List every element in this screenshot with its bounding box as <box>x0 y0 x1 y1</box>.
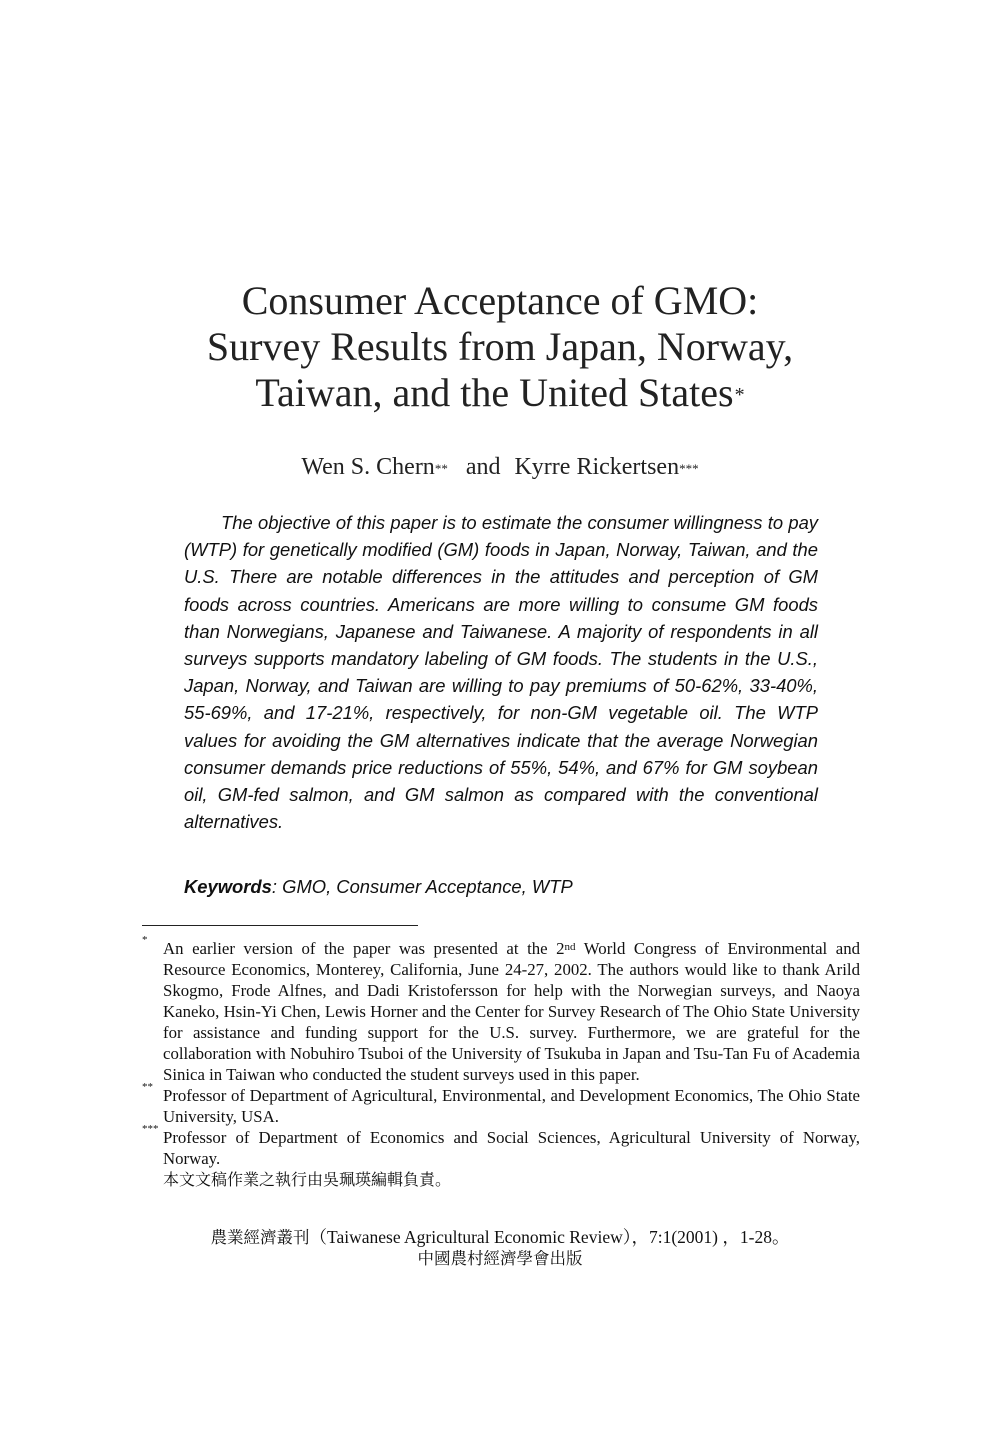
footnote-3-text: Professor of Department of Economics and Social Sciences, Agricultural University of Norway, Norway. <box>163 1128 860 1168</box>
title-line-2: Survey Results from Japan, Norway, <box>206 324 794 369</box>
footnote-2-mark: ** <box>142 1081 153 1093</box>
author-line <box>0 452 1000 482</box>
title-line-1: Consumer Acceptance of GMO: <box>241 278 759 323</box>
footnote-2 <box>142 1081 860 1127</box>
footnote-divider <box>142 925 418 926</box>
author-1-footnote-mark: ** <box>434 461 448 476</box>
footnote-2-text: Professor of Department of Agricultural, Environmental, and Development Economics, The Ohio State University, USA. <box>163 1086 860 1126</box>
abstract-text: The objective of this paper is to estimate the consumer willingness to pay (WTP) for genetically modified (GM) foods in Japan, Norway, Taiwan, and the U.S. There are notable differences in the attitudes and perception of GM foods across countries. Americans are more willing to consume GM foods than Norwegians, Japanese and Taiwanese. A majority of respondents in all surveys supports mandatory labeling of GM foods. The students in the U.S., Japan, Norway, and Taiwan are willing to pay premiums of 50-62%, 33-40%, 55-69%, and 17-21%, respectively, for non-GM vegetable oil. The WTP values for avoiding the GM alternatives indicate that the average Norwegian consumer demands price reductions of 55%, 54%, and 67% for GM soybean oil, GM-fed salmon, and GM salmon as compared with the conventional alternatives. <box>184 512 818 833</box>
journal-name-en: （Taiwanese Agricultural Economic Review） <box>309 1227 632 1247</box>
keywords-separator: : <box>271 876 278 897</box>
footnote-1-text-before: An earlier version of the paper was presented at the 2 <box>163 939 565 958</box>
publisher-line: 中國農村經濟學會出版 <box>417 1249 583 1268</box>
author-conjunction: and <box>465 454 501 480</box>
footnote-3 <box>142 1123 860 1169</box>
footnote-1-ordinal-suffix: nd <box>564 941 576 953</box>
title-footnote-mark: * <box>734 384 745 406</box>
author-2-name: Kyrre Rickertsen <box>514 454 680 480</box>
footnote-1-mark: * <box>142 934 148 946</box>
title-line-3-text: Taiwan, and the United States <box>255 370 734 415</box>
author-1-name: Wen S. Chern <box>301 454 435 480</box>
footnote-3-mark: *** <box>142 1123 159 1135</box>
journal-volume-pages: ，7:1(2001) ，1-28。 <box>631 1227 790 1247</box>
author-2-footnote-mark: *** <box>679 461 699 476</box>
abstract <box>184 509 818 835</box>
footnote-1 <box>142 934 860 1085</box>
keywords-line <box>184 874 818 900</box>
journal-citation <box>0 1226 1000 1249</box>
paper-title <box>0 278 1000 416</box>
keywords-label: Keywords <box>184 876 272 897</box>
keywords-text: GMO, Consumer Acceptance, WTP <box>277 876 573 897</box>
footnote-1-text-after: World Congress of Environmental and Resource Economics, Monterey, California, June 24-27, 2002. The authors would like to thank Arild Skogmo, Frode Alfnes, and Dadi Kristofersson for help with the Norwegian surveys, and Naoya Kaneko, Hsin-Yi Chen, Lewis Horner and the Center for Survey Research of The Ohio State University for assistance and funding support for the U.S. survey. Furthermore, we are grateful for the collaboration with Nobuhiro Tsuboi of the University of Tsukuba in Japan and Tsu-Tan Fu of Academia Sinica in Taiwan who conducted the student surveys used in this paper. <box>163 939 860 1084</box>
footnotes <box>142 934 860 1191</box>
title-line-3 <box>0 370 1000 416</box>
editor-note: 本文文稿作業之執行由吳珮瑛編輯負責。 <box>163 1170 452 1189</box>
journal-name-cn: 農業經濟叢刊 <box>210 1228 310 1247</box>
